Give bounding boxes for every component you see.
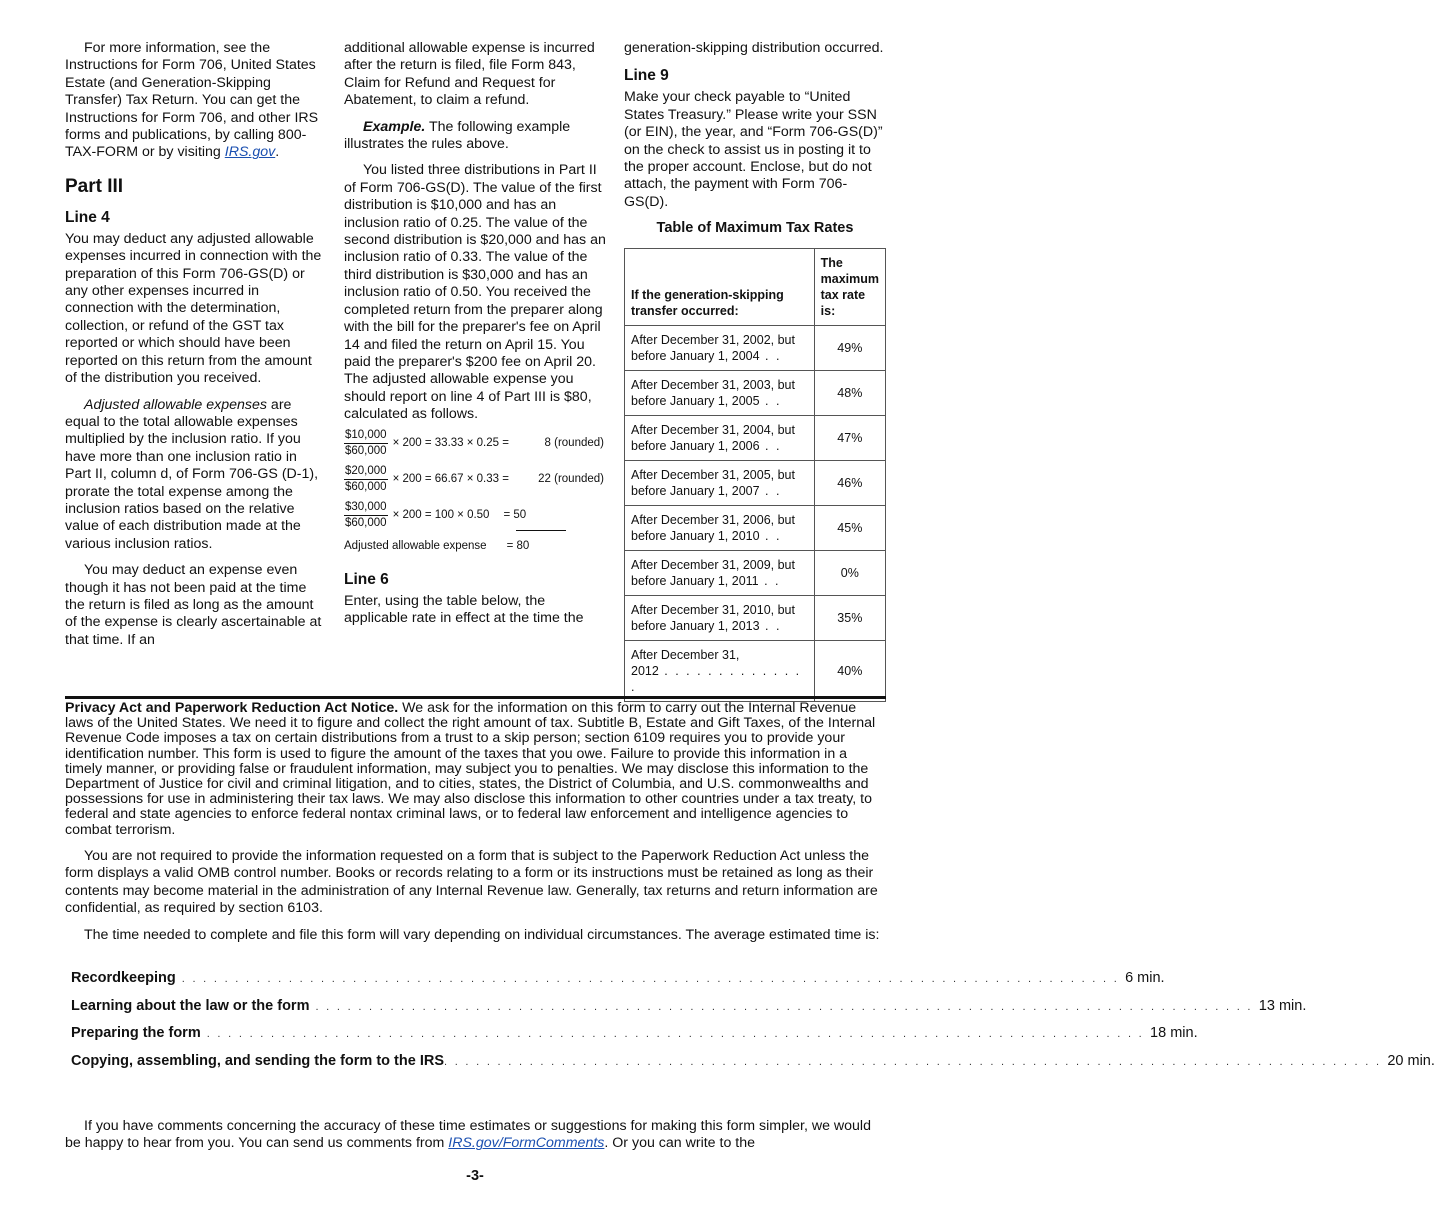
period-cell: After December 31, 2005, but before January 1, 2007 . . bbox=[625, 460, 815, 505]
period-line-2: before January 1, 2011 bbox=[631, 573, 759, 588]
fraction-denominator: $60,000 bbox=[345, 481, 387, 494]
period-line-1: After December 31, 2006, but bbox=[631, 512, 795, 527]
table-header-period: If the generation-skipping transfer occurred: bbox=[625, 248, 815, 325]
calc-result: = 50 bbox=[503, 509, 527, 522]
example-paragraph bbox=[344, 119, 606, 154]
fraction bbox=[344, 465, 388, 494]
period-cell: After December 31, 2003, but before January 1, 2005 . . bbox=[625, 370, 815, 415]
table-row bbox=[625, 325, 886, 370]
rate-cell: 48% bbox=[814, 370, 885, 415]
period-line-2: before January 1, 2005 bbox=[631, 393, 760, 408]
period-line-2: before January 1, 2006 bbox=[631, 438, 760, 453]
table-row bbox=[625, 370, 886, 415]
line-4-paragraph-1: You may deduct any adjusted allowable expenses incurred in connection with the preparation of this Form 706-GS(D) or any other expenses incurred in connection with the determination, collection, or refund of the GST tax reported or which should have been reported on this return from the amount of the distribution you received. bbox=[65, 230, 322, 387]
fraction bbox=[344, 429, 388, 458]
part-iii-heading: Part III bbox=[65, 175, 124, 197]
page-number: -3- bbox=[466, 1168, 484, 1184]
table-row bbox=[625, 505, 886, 550]
estimated-times-list bbox=[71, 970, 1435, 1080]
privacy-text: We ask for the information on this form to carry out the Internal Revenue laws of the United States. We need it to figure and collect the right amount of tax. Subtitle B, Estate and Gift Taxes, of the Internal Revenue Code imposes a tax on certain distributions from a trust to a skip person; section 6109 requires you to provide your identification number. This form is used to figure the amount of the taxes that you owe. Failure to provide this information in a timely manner, or providing false or fraudulent information, may subject you to penalties. We may disclose this information to the Department of Justice for civil and criminal litigation, and to cities, states, the District of Columbia, and U.S. commonwealths and possessions for use in administering their tax laws. We may also disclose this information to other countries under a tax treaty, to federal and state agencies to enforce federal nontax criminal laws, or to federal law enforcement and intelligence agencies to combat terrorism. bbox=[65, 700, 876, 838]
rate-cell: 45% bbox=[814, 505, 885, 550]
period-line-1: After December 31, 2003, but bbox=[631, 377, 795, 392]
adjusted-expenses-term: Adjusted allowable expenses bbox=[84, 396, 267, 413]
example-label: Example. bbox=[363, 118, 426, 135]
time-row bbox=[71, 1025, 1198, 1053]
rate-cell: 0% bbox=[814, 550, 885, 595]
calc-row bbox=[344, 462, 606, 498]
privacy-paragraph-2: You are not required to provide the information requested on a form that is subject to the Paperwork Reduction Act unless the form displays a valid OMB control number. Books or records relating to a form or its instructions must be retained as long as their contents may become material in the administration of any Internal Revenue law. Generally, tax returns and return information are confidential, as required by section 6103. bbox=[65, 847, 878, 917]
comments-text-end: . Or you can write to the bbox=[604, 1135, 756, 1152]
column-3 bbox=[624, 40, 886, 702]
fraction-denominator: $60,000 bbox=[345, 445, 387, 458]
table-row bbox=[625, 550, 886, 595]
time-value: 18 min. bbox=[1150, 1025, 1198, 1041]
calc-row bbox=[344, 498, 606, 534]
table-header-row bbox=[625, 248, 886, 325]
rate-cell: 40% bbox=[814, 640, 885, 701]
leader-dots: . . . . . . . . . . . . . . . . . . . . . . . . . . . . . . . . . . . . . . . . . . . . . . . . . . . . . . . . . . . . . . . . . . . . . . . . . . . . . . . . . . . . . . . . bbox=[181, 973, 1120, 985]
period-cell: After December 31, 2004, but before January 1, 2006 . . bbox=[625, 415, 815, 460]
example-details-paragraph: You listed three distributions in Part II of Form 706-GS(D). The value of the first distribution is $10,000 and has an inclusion ratio of 0.25. The value of the second distribution is $20,000 and has an inclusion ratio of 0.33. The value of the third distribution is $30,000 and has an inclusion ratio of 0.50. You received the completed return from the preparer along with the bill for the preparer's fee on April 14 and filed the return on April 15. You paid the preparer's $200 fee on April 20. The adjusted allowable expense you should report on line 4 of Part III is $80, calculated as follows. bbox=[344, 162, 606, 423]
time-row bbox=[71, 1052, 1435, 1081]
time-value: 20 min. bbox=[1387, 1052, 1435, 1069]
period-line-1: After December 31, 2005, but bbox=[631, 467, 795, 482]
fraction bbox=[344, 501, 388, 530]
privacy-paragraph-3: The time needed to complete and file this form will vary depending on individual circumstances. The average estimated time is: bbox=[84, 927, 880, 944]
time-row bbox=[71, 970, 1165, 998]
comments-text: If you have comments concerning the accuracy of these time estimates or suggestions for making this form simpler, we would be happy to hear from you. You can send us comments from bbox=[65, 1118, 871, 1152]
line-4-paragraph-2 bbox=[65, 397, 325, 554]
period-line-1: After December 31, 2009, but bbox=[631, 557, 795, 572]
calc-row bbox=[344, 426, 606, 462]
period-cell: After December 31, 2006, but before January 1, 2010 . . bbox=[625, 505, 815, 550]
table-header-rate: The maximum tax rate is: bbox=[814, 248, 885, 325]
table-row bbox=[625, 640, 886, 701]
line-4-paragraph-3: You may deduct an expense even though it has not been paid at the time the return is filed as long as the amount of the expense is clearly ascertainable at that time. If an bbox=[65, 562, 322, 648]
period-line-2: before January 1, 2013 bbox=[631, 618, 760, 633]
example-text: The following example illustrates the rules above. bbox=[344, 118, 571, 153]
fraction-numerator: $20,000 bbox=[344, 465, 388, 480]
table-row bbox=[625, 415, 886, 460]
period-line-2: before January 1, 2004 bbox=[631, 348, 760, 363]
irs-gov-link[interactable]: IRS.gov bbox=[224, 144, 276, 161]
calc-result: 8 (rounded) bbox=[544, 437, 604, 450]
section-divider bbox=[65, 696, 886, 699]
period-cell: After December 31, 2010, but before January 1, 2013 . . bbox=[625, 595, 815, 640]
period-cell: After December 31, 2009, but before January 1, 2011 . . bbox=[625, 550, 815, 595]
calc-result: 22 (rounded) bbox=[538, 473, 604, 486]
rate-cell: 47% bbox=[814, 415, 885, 460]
leader-dots: . . . . . . . . . . . . . . . . . . . . . . . . . . . . . . . . . . . . . . . . . . . . . . . . . . . . . . . . . . . . . . . . . . . . . . . . . . . . . . . . . . . . . . . . bbox=[206, 1028, 1145, 1040]
form-comments-link[interactable]: IRS.gov/FormComments bbox=[448, 1135, 605, 1152]
period-line-1: After December 31, bbox=[631, 647, 740, 662]
calc-total-value: = 80 bbox=[506, 540, 530, 553]
period-line-2: 2012 bbox=[631, 663, 659, 678]
time-row bbox=[71, 997, 1307, 1026]
privacy-heading: Privacy Act and Paperwork Reduction Act Notice. bbox=[65, 700, 399, 716]
line-4-paragraph-2-text: are equal to the total allowable expenses multiplied by the inclusion ratio. If you have more than one inclusion ratio in Part II, column d, of Form 706-GS (D-1), prorate the total expense among the inclusion ratios based on the relative value of each distribution made at the various inclusion ratios. bbox=[65, 396, 319, 552]
period-line-1: After December 31, 2004, but bbox=[631, 422, 795, 437]
calculation-block bbox=[344, 426, 606, 560]
time-label: Learning about the law or the form bbox=[71, 997, 310, 1014]
rate-cell: 35% bbox=[814, 595, 885, 640]
intro-paragraph bbox=[65, 40, 325, 162]
column-1 bbox=[65, 40, 325, 658]
calc-total-row bbox=[344, 534, 606, 560]
max-tax-rates-table bbox=[624, 248, 886, 702]
period-line-1: After December 31, 2002, but bbox=[631, 332, 795, 347]
table-row bbox=[625, 460, 886, 505]
privacy-act-notice bbox=[65, 701, 886, 955]
line-9-paragraph: Make your check payable to “United States Treasury.” Please write your SSN (or EIN), the year, and “Form 706-GS(D)” on the check to assist us in posting it to the proper account. Enclose, but do not attach, the payment with Form 706-GS(D). bbox=[624, 89, 883, 210]
calc-total-label: Adjusted allowable expense bbox=[344, 540, 487, 553]
comments-paragraph bbox=[65, 1118, 886, 1153]
table-row bbox=[625, 595, 886, 640]
period-line-1: After December 31, 2010, but bbox=[631, 602, 795, 617]
period-cell: After December 31, 2002, but before January 1, 2004 . . bbox=[625, 325, 815, 370]
calc-expression: × 200 = 100 × 0.50 bbox=[392, 509, 490, 522]
period-line-2: before January 1, 2010 bbox=[631, 528, 760, 543]
intro-text-end: . bbox=[275, 144, 280, 161]
leader-dots: . . . . . . . . . . . . . . . . . . . . . . . . . . . . . . . . . . . . . . . . . . . . . . . . . . . . . . . . . . . . . . . . . . . . . . . . . . . . . . . . . . . . . . . . bbox=[315, 1000, 1253, 1013]
rate-cell: 49% bbox=[814, 325, 885, 370]
distribution-continued: generation-skipping distribution occurred. bbox=[624, 40, 884, 56]
calc-expression: × 200 = 66.67 × 0.33 = bbox=[392, 473, 509, 486]
column-2 bbox=[344, 40, 606, 636]
time-label: Preparing the form bbox=[71, 1025, 201, 1041]
rate-cell: 46% bbox=[814, 460, 885, 505]
leader-dots: . . . . . . . . . . . . . . . . . . . . . . . . . . . . . . . . . . . . . . . . . . . . . . . . . . . . . . . . . . . . . . . . . . . . . . . . . . . . . . . . . . . . . . . . bbox=[444, 1055, 1382, 1068]
line-6-paragraph: Enter, using the table below, the applicable rate in effect at the time the bbox=[344, 592, 584, 626]
rates-table-title: Table of Maximum Tax Rates bbox=[656, 220, 854, 237]
time-label: Copying, assembling, and sending the form to the IRS bbox=[71, 1052, 444, 1069]
time-value: 6 min. bbox=[1125, 970, 1165, 986]
time-label: Recordkeeping bbox=[71, 970, 176, 986]
line-9-heading: Line 9 bbox=[624, 67, 669, 85]
refund-paragraph: additional allowable expense is incurred after the return is filed, file Form 843, Claim for Refund and Request for Abatement, to claim a refund. bbox=[344, 40, 595, 109]
sum-rule bbox=[516, 530, 566, 531]
intro-text: For more information, see the Instructions for Form 706, United States Estate (and Generation-Skipping Transfer) Tax Return. You can get the Instructions for Form 706, and other IRS forms and publications, by calling 800-TAX-FORM or by visiting bbox=[65, 40, 319, 161]
period-line-2: before January 1, 2007 bbox=[631, 483, 760, 498]
line-4-heading: Line 4 bbox=[65, 208, 110, 226]
privacy-paragraph-1 bbox=[65, 701, 886, 838]
fraction-numerator: $30,000 bbox=[344, 501, 388, 516]
fraction-denominator: $60,000 bbox=[345, 517, 387, 530]
time-value: 13 min. bbox=[1258, 997, 1307, 1014]
calc-expression: × 200 = 33.33 × 0.25 = bbox=[392, 437, 509, 450]
period-cell: After December 31, 2012 . . . . . . . . . . . . . . bbox=[625, 640, 815, 701]
line-6-heading: Line 6 bbox=[344, 570, 389, 588]
fraction-numerator: $10,000 bbox=[344, 429, 388, 444]
